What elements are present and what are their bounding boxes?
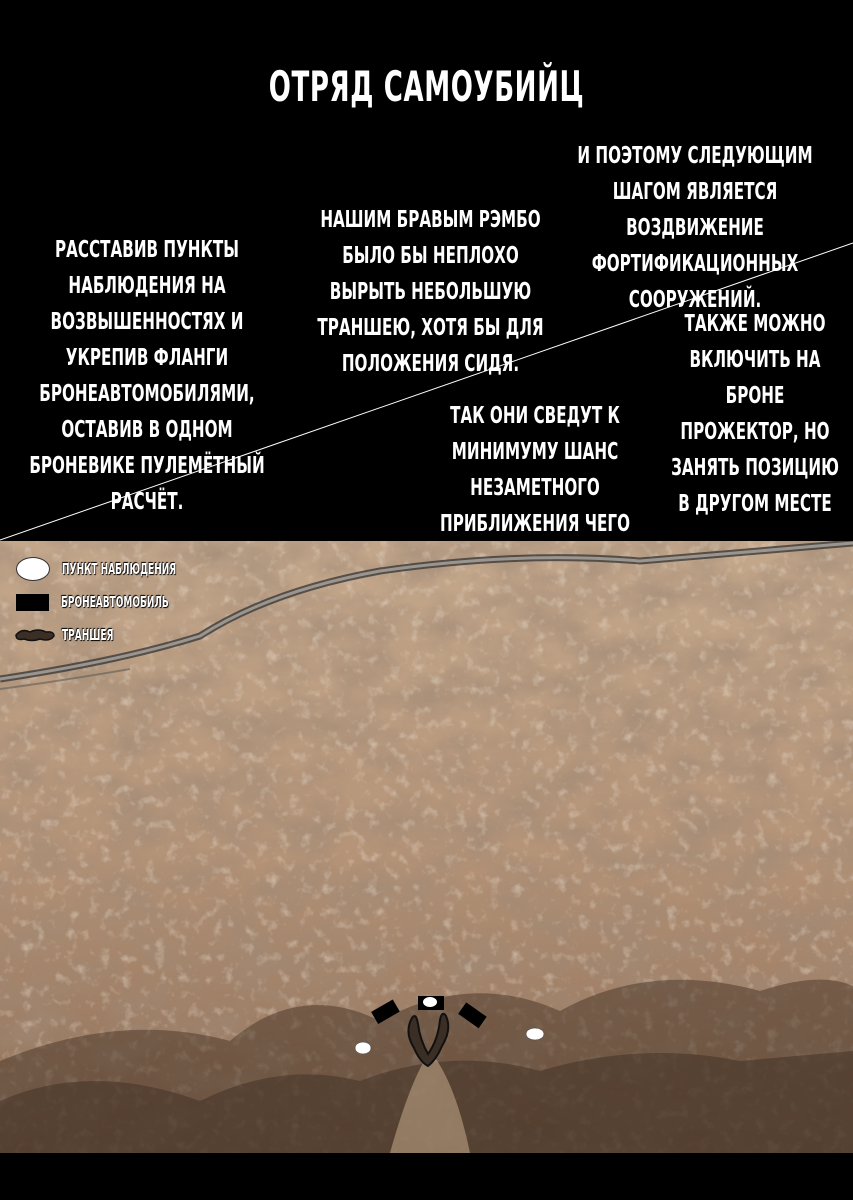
bottom-bar xyxy=(0,1153,853,1200)
caption-searchlight: ТАКЖЕ МОЖНО ВКЛЮЧИТЬ НА БРОНЕ ПРОЖЕКТОР, НО ЗАНЯТЬ ПОЗИЦИЮ В ДРУГОМ МЕСТЕ xyxy=(671,311,839,517)
observation-post-icon xyxy=(526,1028,544,1040)
caption-trench: НАШИМ БРАВЫМ РЭМБО БЫЛО БЫ НЕПЛОХО ВЫРЫТЬ НЕБОЛЬШУЮ ТРАНШЕЮ, ХОТЯ БЫ ДЛЯ ПОЛОЖЕНИЯ СИДЯ. xyxy=(317,207,544,377)
legend-label-armored-car: БРОНЕАВТОМОБИЛЬ xyxy=(61,593,169,611)
observation-post-icon xyxy=(355,1042,371,1054)
caption-observation-posts: РАССТАВИВ ПУНКТЫ НАБЛЮДЕНИЯ НА ВОЗВЫШЕННОСТЯХ И УКРЕПИВ ФЛАНГИ БРОНЕАВТОМОБИЛЯМИ, ОСТАВИВ В ОДНОМ БРОНЕВИКЕ ПУЛЕМЁТНЫЙ РАСЧЁТ. xyxy=(29,237,265,515)
page-title: ОТРЯД САМОУБИЙЦ xyxy=(268,62,585,111)
caption-minimize-chance: ТАК ОНИ СВЕДУТ К МИНИМУМУ ШАНС НЕЗАМЕТНОГО ПРИБЛИЖЕНИЯ ЧЕГО xyxy=(440,403,630,537)
caption-fortifications: И ПОЭТОМУ СЛЕДУЮЩИМ ШАГОМ ЯВЛЯЕТСЯ ВОЗДВИЖЕНИЕ ФОРТИФИКАЦИОННЫХ СООРУЖЕНИЙ. xyxy=(577,143,813,313)
legend-label-observation-post: ПУНКТ НАБЛЮДЕНИЯ xyxy=(62,560,177,578)
trench-icon xyxy=(408,1014,448,1066)
observation-post-icon xyxy=(423,997,437,1007)
armored-car-right xyxy=(458,1002,487,1028)
armored-car-left xyxy=(371,999,400,1024)
legend-label-trench: ТРАНШЕЯ xyxy=(62,626,114,644)
